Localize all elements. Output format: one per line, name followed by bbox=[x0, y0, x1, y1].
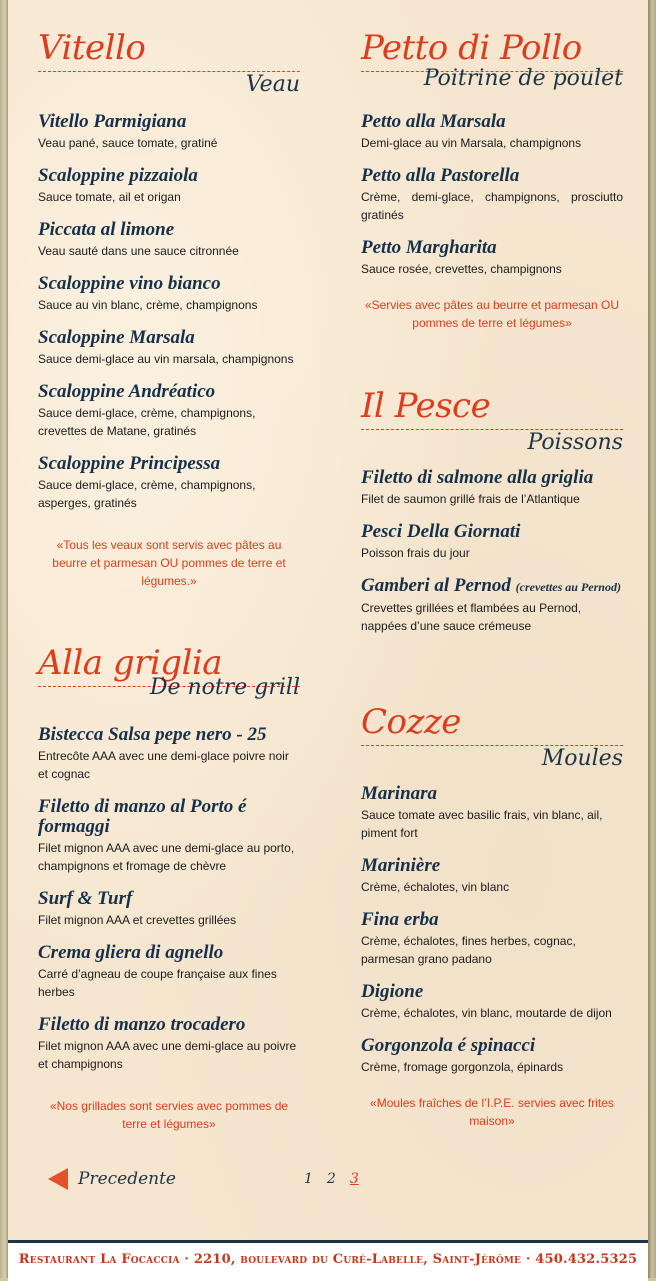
item-name-note: (crevettes au Pernod) bbox=[515, 580, 621, 594]
item-desc: Demi-glace au vin Marsala, champignons bbox=[361, 136, 582, 150]
section-subtitle: Poissons bbox=[527, 430, 623, 455]
footer-address: Restaurant La Focaccia · 2210, boulevard du Curé-Labelle, Saint-Jérôme · 450.432.5325 bbox=[18, 1252, 638, 1267]
menu-item bbox=[38, 725, 300, 783]
item-name: Surf & Turf bbox=[38, 888, 133, 909]
menu-item bbox=[38, 328, 300, 368]
item-desc: Filet mignon AAA avec une demi-glace au poivre et champignons bbox=[38, 1039, 297, 1071]
left-frame-edge bbox=[0, 0, 8, 1278]
section-griglia bbox=[38, 625, 300, 1133]
right-frame-edge bbox=[648, 0, 656, 1278]
item-desc: Crevettes grillées et flambées au Pernod, nappées d’une sauce crémeuse bbox=[361, 601, 582, 633]
item-desc: Sauce demi-glace au vin marsala, champignons bbox=[38, 352, 294, 366]
item-name: Vitello Parmigiana bbox=[38, 111, 187, 132]
item-name: Piccata al limone bbox=[38, 219, 175, 240]
item-name: Bistecca Salsa pepe nero - 25 bbox=[38, 724, 267, 745]
menu-item bbox=[38, 112, 300, 152]
section-subtitle: Veau bbox=[245, 72, 300, 97]
section-subtitle: De notre grill bbox=[149, 675, 300, 700]
item-name: Petto alla Marsala bbox=[361, 111, 506, 132]
arrow-left-icon bbox=[48, 1168, 68, 1190]
pagination bbox=[48, 1168, 368, 1198]
item-name: Marinara bbox=[361, 783, 438, 804]
item-name: Scaloppine pizzaiola bbox=[38, 165, 198, 186]
menu-page bbox=[8, 0, 648, 1240]
menu-item bbox=[361, 910, 623, 968]
item-desc: Entrecôte AAA avec une demi-glace poivre noir et cognac bbox=[38, 749, 289, 781]
menu-item bbox=[361, 238, 623, 278]
section-pesce bbox=[361, 368, 623, 635]
item-name: Gorgonzola é spinacci bbox=[361, 1035, 536, 1056]
item-name: Petto alla Pastorella bbox=[361, 165, 520, 186]
item-name: Scaloppine vino bianco bbox=[38, 273, 221, 294]
menu-item bbox=[361, 1036, 623, 1076]
item-name bbox=[361, 576, 623, 597]
section-header bbox=[361, 684, 623, 774]
section-note: «Servies avec pâtes au beurre et parmesan OU pommes de terre et légumes» bbox=[364, 298, 620, 330]
item-desc: Crème, demi-glace, champignons, prosciutto gratinés bbox=[361, 190, 623, 222]
section-title: Il Pesce bbox=[361, 386, 491, 426]
item-desc: Filet mignon AAA et crevettes grillées bbox=[38, 913, 237, 927]
item-name: Scaloppine Andréatico bbox=[38, 381, 216, 402]
section-title: Alla griglia bbox=[38, 643, 223, 683]
previous-page-button[interactable] bbox=[48, 1168, 176, 1190]
section-note: «Moules fraîches de l’I.P.E. servies avec frites maison» bbox=[370, 1096, 614, 1128]
item-name: Filetto di salmone alla griglia bbox=[361, 467, 594, 488]
item-desc: Sauce demi-glace, crème, champignons, asperges, gratinés bbox=[38, 478, 256, 510]
menu-item bbox=[361, 166, 623, 224]
item-name: Filetto di manzo al Porto é formaggi bbox=[38, 796, 247, 837]
menu-item bbox=[361, 856, 623, 896]
item-desc: Carré d’agneau de coupe française aux fines herbes bbox=[38, 967, 277, 999]
section-title: Cozze bbox=[361, 702, 461, 742]
menu-item bbox=[38, 1015, 300, 1073]
item-desc: Filet de saumon grillé frais de l’Atlantique bbox=[361, 492, 580, 506]
menu-item bbox=[38, 797, 300, 875]
menu-item bbox=[38, 274, 300, 314]
item-name: Marinière bbox=[361, 855, 441, 876]
section-header bbox=[38, 10, 300, 100]
item-desc: Sauce tomate avec basilic frais, vin blanc, ail, piment fort bbox=[361, 808, 603, 840]
menu-item bbox=[361, 112, 623, 152]
item-desc: Filet mignon AAA avec une demi-glace au porto, champignons et fromage de chèvre bbox=[38, 841, 295, 873]
page-link-3-current[interactable]: 3 bbox=[349, 1171, 359, 1187]
section-subtitle: Moules bbox=[541, 746, 623, 771]
item-desc: Sauce demi-glace, crème, champignons, crevettes de Matane, gratinés bbox=[38, 406, 256, 438]
item-name: Filetto di manzo trocadero bbox=[38, 1014, 246, 1035]
item-desc: Sauce rosée, crevettes, champignons bbox=[361, 262, 562, 276]
page-link-2[interactable]: 2 bbox=[326, 1171, 336, 1187]
item-name: Fina erba bbox=[361, 909, 439, 930]
section-note: «Nos grillades sont servies avec pommes de terre et légumes» bbox=[49, 1099, 289, 1131]
section-pollo bbox=[361, 10, 623, 332]
section-title: Petto di Pollo bbox=[361, 28, 582, 68]
menu-item bbox=[38, 382, 300, 440]
section-cozze bbox=[361, 684, 623, 1130]
menu-item bbox=[361, 576, 623, 635]
section-header bbox=[361, 10, 623, 100]
section-vitello bbox=[38, 10, 300, 590]
section-header bbox=[38, 625, 300, 715]
item-desc: Veau sauté dans une sauce citronnée bbox=[38, 244, 239, 258]
previous-page-label: Precedente bbox=[78, 1169, 176, 1189]
menu-item bbox=[361, 522, 623, 562]
item-name: Scaloppine Principessa bbox=[38, 453, 221, 474]
item-desc: Crème, échalotes, vin blanc bbox=[361, 880, 510, 894]
item-desc: Sauce tomate, ail et origan bbox=[38, 190, 181, 204]
menu-item bbox=[361, 468, 623, 508]
item-name: Pesci Della Giornati bbox=[361, 521, 521, 542]
menu-item bbox=[38, 166, 300, 206]
page-numbers bbox=[304, 1171, 359, 1187]
menu-item bbox=[38, 889, 300, 929]
item-name: Crema gliera di agnello bbox=[38, 942, 224, 963]
menu-item bbox=[38, 943, 300, 1001]
section-title: Vitello bbox=[38, 28, 146, 68]
page-link-1[interactable]: 1 bbox=[304, 1171, 313, 1187]
item-desc: Sauce au vin blanc, crème, champignons bbox=[38, 298, 258, 312]
menu-item bbox=[361, 982, 623, 1022]
item-name: Petto Margharita bbox=[361, 237, 497, 258]
footer bbox=[8, 1240, 648, 1281]
section-header bbox=[361, 368, 623, 458]
menu-item bbox=[38, 454, 300, 512]
menu-item bbox=[38, 220, 300, 260]
item-desc: Crème, échalotes, vin blanc, moutarde de dijon bbox=[361, 1006, 612, 1020]
item-name-text: Gamberi al Pernod bbox=[361, 575, 511, 596]
item-desc: Veau pané, sauce tomate, gratiné bbox=[38, 136, 218, 150]
item-name: Scaloppine Marsala bbox=[38, 327, 195, 348]
item-desc: Crème, échalotes, fines herbes, cognac, parmesan grano padano bbox=[361, 934, 576, 966]
item-desc: Crème, fromage gorgonzola, épinards bbox=[361, 1060, 564, 1074]
section-note: «Tous les veaux sont servis avec pâtes au beurre et parmesan OU pommes de terre et légumes.» bbox=[52, 538, 286, 588]
item-name: Digione bbox=[361, 981, 424, 1002]
menu-item bbox=[361, 784, 623, 842]
section-subtitle: Poitrine de poulet bbox=[423, 66, 623, 91]
item-desc: Poisson frais du jour bbox=[361, 546, 470, 560]
